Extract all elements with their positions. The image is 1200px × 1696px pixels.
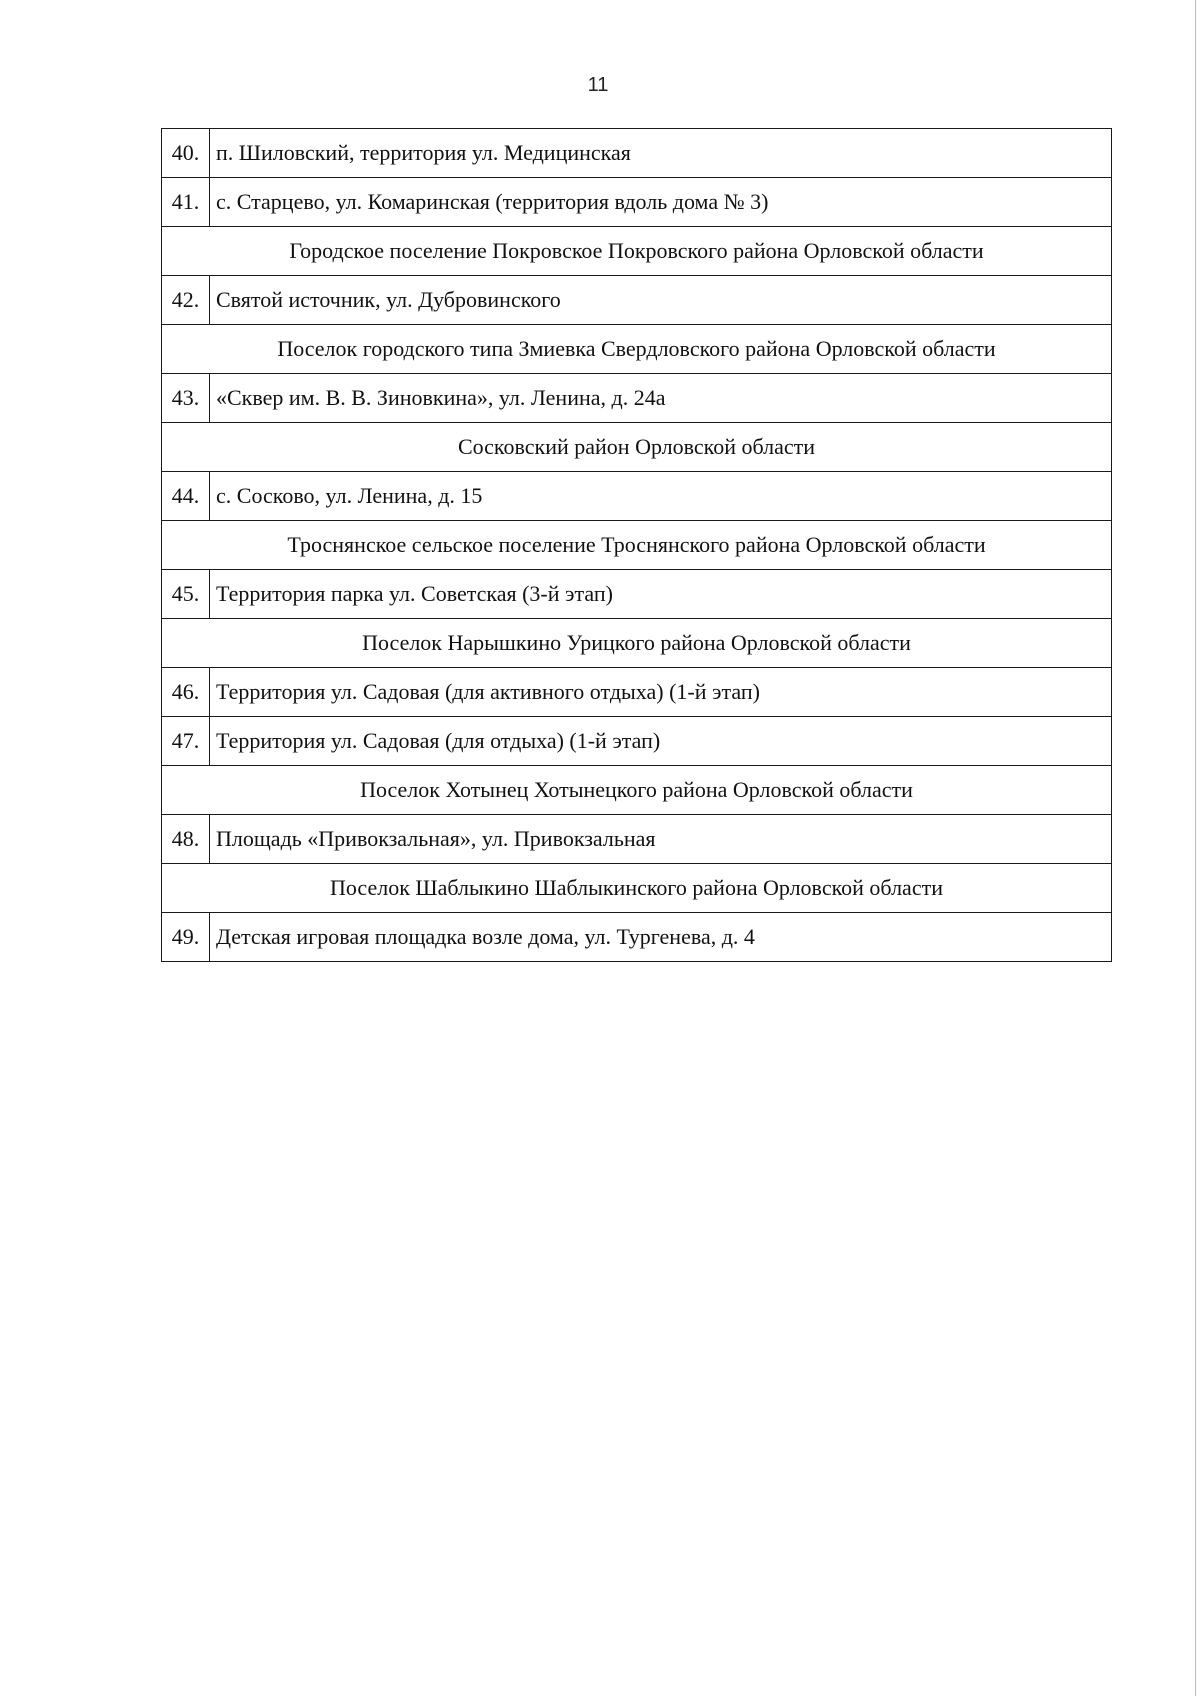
page-edge-line: [1195, 0, 1196, 1696]
table-row: [162, 815, 1112, 864]
row-text: Территория ул. Садовая (для активного отдыха) (1-й этап): [210, 668, 1112, 717]
row-number: 42.: [162, 276, 210, 325]
row-text: Площадь «Привокзальная», ул. Привокзальная: [210, 815, 1112, 864]
section-row: [162, 766, 1112, 815]
row-number: 47.: [162, 717, 210, 766]
row-text: п. Шиловский, территория ул. Медицинская: [210, 129, 1112, 178]
table-row: [162, 570, 1112, 619]
table-row: [162, 374, 1112, 423]
table-row: [162, 717, 1112, 766]
section-row: [162, 325, 1112, 374]
table-row: [162, 913, 1112, 962]
section-heading: Городское поселение Покровское Покровского района Орловской области: [162, 227, 1112, 276]
section-row: [162, 864, 1112, 913]
row-text: Территория ул. Садовая (для отдыха) (1-й этап): [210, 717, 1112, 766]
table-row: [162, 178, 1112, 227]
section-row: [162, 423, 1112, 472]
row-text: Святой источник, ул. Дубровинского: [210, 276, 1112, 325]
table-row: [162, 472, 1112, 521]
section-heading: Поселок Хотынец Хотынецкого района Орловской области: [162, 766, 1112, 815]
row-number: 45.: [162, 570, 210, 619]
row-text: «Сквер им. В. В. Зиновкина», ул. Ленина, д. 24а: [210, 374, 1112, 423]
row-number: 48.: [162, 815, 210, 864]
section-row: [162, 227, 1112, 276]
row-number: 46.: [162, 668, 210, 717]
row-text: Территория парка ул. Советская (3-й этап): [210, 570, 1112, 619]
row-number: 41.: [162, 178, 210, 227]
row-text: с. Сосково, ул. Ленина, д. 15: [210, 472, 1112, 521]
row-number: 44.: [162, 472, 210, 521]
row-text: с. Старцево, ул. Комаринская (территория вдоль дома № 3): [210, 178, 1112, 227]
section-heading: Поселок городского типа Змиевка Свердловского района Орловской области: [162, 325, 1112, 374]
table-row: [162, 668, 1112, 717]
section-heading: Поселок Шаблыкино Шаблыкинского района Орловской области: [162, 864, 1112, 913]
table-row: [162, 129, 1112, 178]
row-number: 49.: [162, 913, 210, 962]
table-row: [162, 276, 1112, 325]
row-number: 40.: [162, 129, 210, 178]
section-row: [162, 619, 1112, 668]
row-number: 43.: [162, 374, 210, 423]
objects-table: [161, 128, 1112, 962]
section-heading: Сосковский район Орловской области: [162, 423, 1112, 472]
section-heading: Троснянское сельское поселение Троснянского района Орловской области: [162, 521, 1112, 570]
section-row: [162, 521, 1112, 570]
section-heading: Поселок Нарышкино Урицкого района Орловской области: [162, 619, 1112, 668]
page-number: 11: [587, 74, 609, 96]
row-text: Детская игровая площадка возле дома, ул. Тургенева, д. 4: [210, 913, 1112, 962]
